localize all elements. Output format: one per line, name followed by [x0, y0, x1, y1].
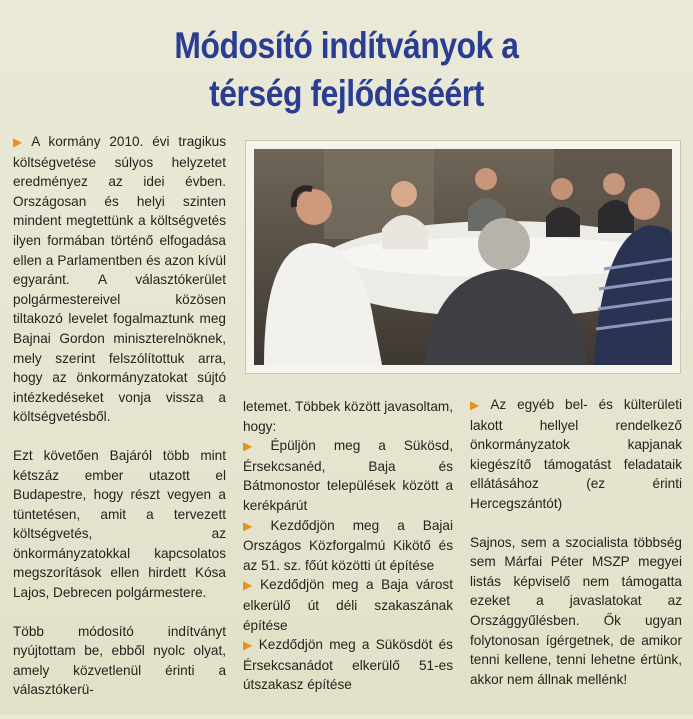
bullet-triangle-icon: ▶ — [13, 135, 28, 149]
bullet-triangle-icon: ▶ — [470, 398, 487, 412]
paragraph-conclusion: Sajnos, sem a szocialista többség sem Márfai Péter MSZP megyei listás képviselő nem támogatta ezeket a javaslatokat az Országgyűlésben. Ők ugyan folytonosan ígérgetnek, de amikor tenni kellene, tenni lehetne értünk, akkor nem állnak mellénk! — [470, 534, 682, 687]
article-title — [49, 22, 645, 118]
title-line-1: Módosító indítványok a — [174, 25, 519, 66]
meeting-photo — [254, 149, 672, 365]
proposal-item — [243, 575, 453, 635]
column-2 — [243, 397, 453, 695]
proposal-text: Kezdődjön meg a Sükösdöt és Érsekcsanádot elkerülő 51-es útszakasz építése — [243, 637, 453, 693]
proposal-text: Az egyéb bel- és külterületi lakott hellyel rendelkező önkormányzatok kapjanak kiegészítő támogatást feladataik ellátásához (ez érinti Hercegszántót) — [470, 397, 682, 511]
bullet-triangle-icon: ▶ — [243, 439, 267, 454]
proposal-text: Kezdődjön meg a Baja várost elkerülő út déli szakaszának építése — [243, 577, 453, 633]
proposal-item — [243, 635, 453, 695]
proposal-item — [243, 516, 453, 576]
paragraph-proposals-intro: letemet. Többek között javasoltam, hogy: — [243, 399, 453, 434]
column-3 — [470, 395, 682, 708]
column-1 — [13, 132, 226, 719]
bullet-triangle-icon: ▶ — [243, 578, 257, 593]
proposal-item — [243, 436, 453, 515]
paragraph-intro — [13, 132, 226, 427]
proposal-item — [470, 395, 682, 514]
photo-frame — [246, 141, 680, 373]
proposal-text: Épüljön meg a Sükösd, Érsekcsanéd, Baja és Bátmonostor települések között a kerékpárút — [243, 438, 453, 513]
paragraph-protest: Ezt követően Bajáról több mint kétszáz ember utazott el Budapestre, hogy részt vegyen a tüntetésen, amit a tervezett költségvetés, az önkormányzatokkal kapcsolatos megszorítások ellen hirdett Kósa Lajos, Debrecen polgármestere. — [13, 447, 226, 601]
bullet-triangle-icon: ▶ — [243, 518, 267, 533]
bullet-triangle-icon: ▶ — [243, 638, 255, 653]
title-line-2: térség fejlődéséért — [209, 73, 484, 114]
proposal-text: Kezdődjön meg a Bajai Országos Közforgalmú Kikötő és az 51. sz. főút közötti út építése — [243, 517, 453, 573]
paragraph-text: A kormány 2010. évi tragikus költségvetése súlyos helyzetet eredményez az idei évben. Országosan és helyi szinten mindent megtettünk a költségvetés ilyen formában történő elfogadása ellen a Parlamentben és azon kívül egyaránt. A választókerület polgármestereivel közösen tiltakozó levelet fogalmaztunk meg Bajnai Gordon miniszterelnöknek, mely szerint felszólítottuk arra, hogy az önkormányzatokat sújtó intézkedéseket vonja vissza a költségvetésből. — [13, 134, 226, 425]
paragraph-amendments: Több módosító indítványt nyújtottam be, ebből nyolc olyat, amely közvetlenül érinti a választókerü- — [13, 623, 226, 698]
